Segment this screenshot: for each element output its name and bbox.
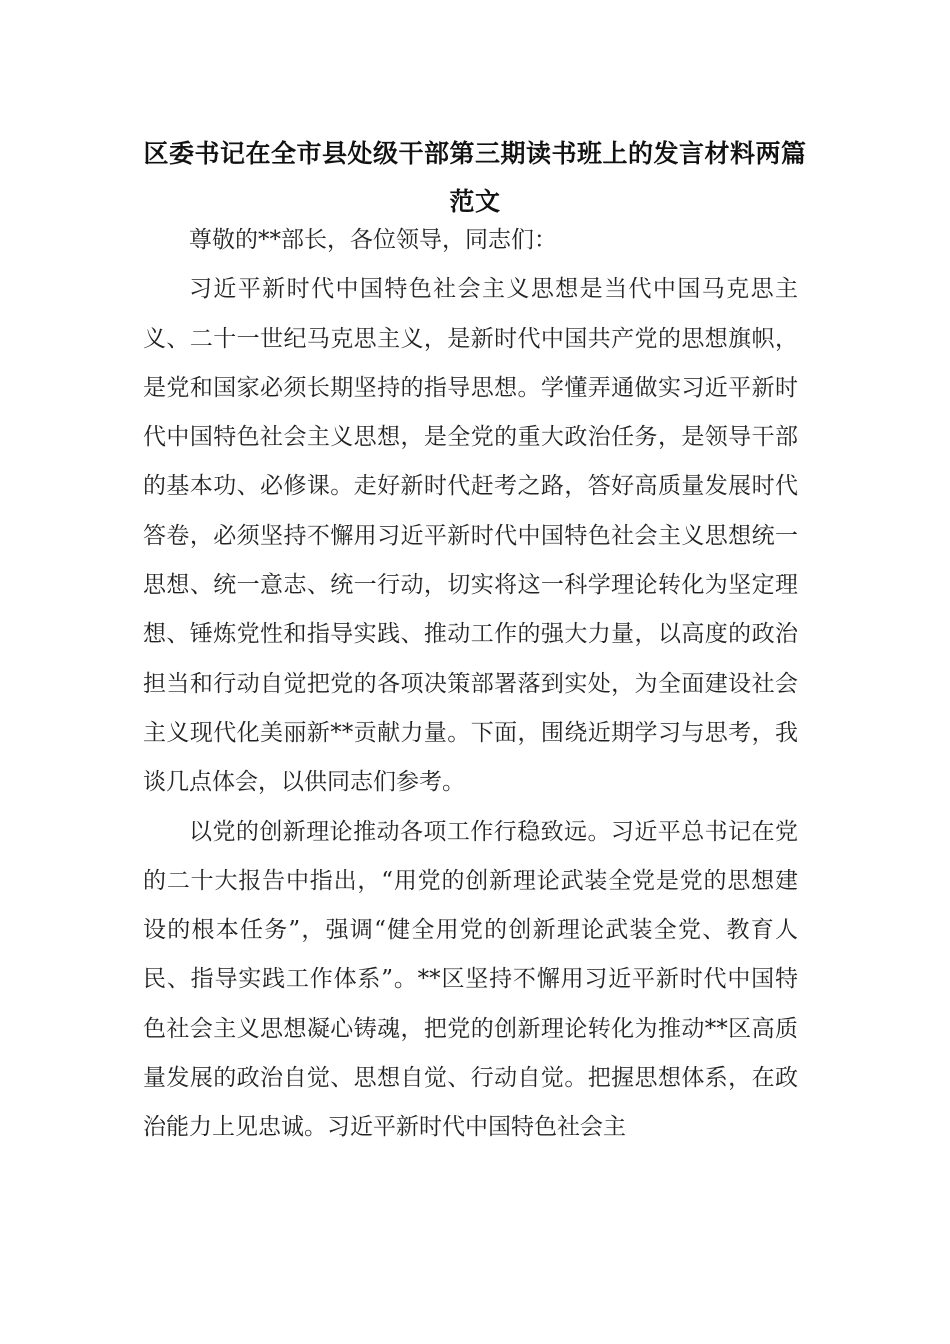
paragraph-theory: 以党的创新理论推动各项工作行稳致远。习近平总书记在党的二十大报告中指出，“用党的创新理论武装全党是党的思想建设的根本任务”，强调“健全用党的创新理论武装全党、教育人民、指导实践工作体系”。**区坚持不懈用习近平新时代中国特色社会主义思想凝心铸魂，把党的创新理论转化为推动**区高质量发展的政治自觉、思想自觉、行动自觉。把握思想体系，在政治能力上见忠诚。习近平新时代中国特色社会主 — [143, 818, 798, 1141]
document-title: 区委书记在全市县处级干部第三期读书班上的发言材料两篇范文 — [143, 139, 807, 216]
salutation: 尊敬的**部长，各位领导，同志们： — [189, 227, 557, 253]
paragraph-intro: 习近平新时代中国特色社会主义思想是当代中国马克思主义、二十一世纪马克思主义，是新时代中国共产党的思想旗帜，是党和国家必须长期坚持的指导思想。学懂弄通做实习近平新时代中国特色社会主义思想，是全党的重大政治任务，是领导干部的基本功、必修课。走好新时代赶考之路，答好高质量发展时代答卷，必须坚持不懈用习近平新时代中国特色社会主义思想统一思想、统一意志、统一行动，切实将这一科学理论转化为坚定理想、锤炼党性和指导实践、推动工作的强大力量，以高度的政治担当和行动自觉把党的各项决策部署落到实处，为全面建设社会主义现代化美丽新**贡献力量。下面，围绕近期学习与思考，我谈几点体会，以供同志们参考。 — [143, 276, 798, 796]
document-body — [143, 216, 798, 1153]
